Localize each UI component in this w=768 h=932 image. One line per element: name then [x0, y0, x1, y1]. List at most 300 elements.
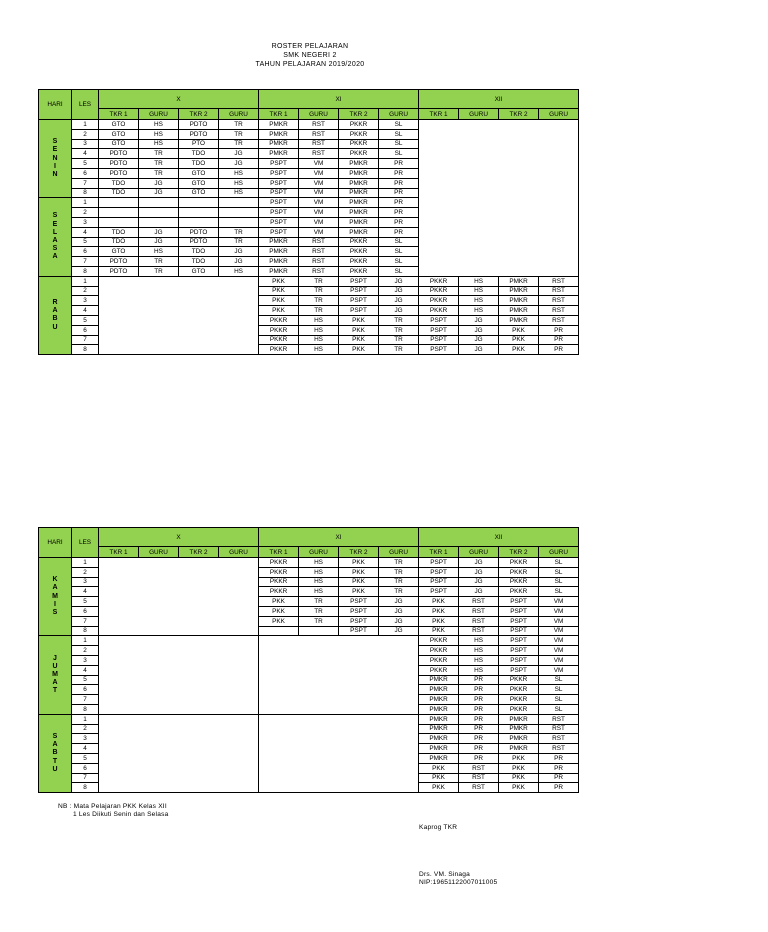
cell-x	[179, 198, 219, 208]
cell-xii: PKK	[419, 597, 459, 607]
cell-xi: PKKR	[339, 149, 379, 159]
cell-xi: PKKR	[259, 345, 299, 355]
cell-xi: SL	[379, 266, 419, 276]
cell-xi: PKK	[259, 306, 299, 316]
cell-xi: HS	[299, 587, 339, 597]
les-number: 6	[72, 763, 99, 773]
les-number: 4	[72, 744, 99, 754]
cell-xii: PMKR	[499, 276, 539, 286]
col-group-xi: XI	[259, 528, 419, 547]
cell-x: TDO	[179, 159, 219, 169]
cell-xi: PKK	[339, 325, 379, 335]
document-header	[200, 42, 420, 69]
cell-xii: PMKR	[419, 685, 459, 695]
cell-xii: PSPT	[419, 587, 459, 597]
col-guru: GURU	[139, 109, 179, 120]
les-number: 7	[72, 335, 99, 345]
cell-xi: PR	[379, 168, 419, 178]
cell-xi: TR	[379, 335, 419, 345]
cell-xii: HS	[459, 306, 499, 316]
les-number: 4	[72, 227, 99, 237]
cell-x: TR	[139, 168, 179, 178]
cell-x: PTO	[179, 139, 219, 149]
cell-xi: PMKR	[339, 208, 379, 218]
header-title: ROSTER PELAJARAN	[271, 43, 349, 50]
empty-x	[99, 558, 259, 636]
col-group-x: X	[99, 90, 259, 109]
col-tkr-1: TKR 1	[259, 109, 299, 120]
cell-xi: PSPT	[259, 159, 299, 169]
cell-xi: PKK	[259, 296, 299, 306]
cell-xi: TR	[299, 306, 339, 316]
cell-xi: PMKR	[339, 227, 379, 237]
les-number: 1	[72, 276, 99, 286]
cell-xii: SL	[539, 558, 579, 568]
cell-x: TDO	[99, 227, 139, 237]
cell-xi: PKKR	[339, 257, 379, 267]
cell-xii: VM	[539, 606, 579, 616]
cell-x: JG	[219, 149, 259, 159]
cell-xii: PKKR	[499, 704, 539, 714]
cell-xii: PMKR	[499, 286, 539, 296]
cell-xii: JG	[459, 315, 499, 325]
col-tkr-2: TKR 2	[499, 109, 539, 120]
cell-xii: PR	[459, 675, 499, 685]
cell-xi: VM	[299, 188, 339, 198]
cell-xii: PMKR	[419, 753, 459, 763]
cell-xi: PKK	[259, 606, 299, 616]
cell-x: GTO	[179, 168, 219, 178]
cell-xii: SL	[539, 695, 579, 705]
cell-xii: PMKR	[419, 724, 459, 734]
cell-xi: VM	[299, 178, 339, 188]
cell-xi: PSPT	[339, 616, 379, 626]
cell-xi: PMKR	[259, 237, 299, 247]
cell-xii: RST	[539, 315, 579, 325]
cell-x: GTO	[179, 266, 219, 276]
col-tkr-2: TKR 2	[499, 547, 539, 558]
les-number: 3	[72, 139, 99, 149]
roster-table-2	[38, 527, 579, 793]
cell-xi: SL	[379, 129, 419, 139]
cell-xi: PMKR	[259, 120, 299, 130]
les-number: 2	[72, 724, 99, 734]
table-row	[39, 120, 579, 130]
cell-xi: PSPT	[259, 168, 299, 178]
cell-xi: PMKR	[259, 266, 299, 276]
header-school: SMK NEGERI 2	[283, 52, 337, 59]
cell-xii: PSPT	[499, 626, 539, 636]
empty-x	[99, 636, 259, 714]
cell-xi: TR	[379, 587, 419, 597]
cell-xii: VM	[539, 616, 579, 626]
cell-x: HS	[219, 188, 259, 198]
cell-x	[179, 208, 219, 218]
cell-xii: HS	[459, 646, 499, 656]
cell-xii: PSPT	[499, 606, 539, 616]
col-hari: HARI	[39, 90, 72, 120]
empty-xii	[419, 120, 579, 277]
cell-xii: PR	[459, 714, 499, 724]
cell-xii: SL	[539, 567, 579, 577]
cell-xi: PMKR	[259, 247, 299, 257]
cell-xii: JG	[459, 577, 499, 587]
cell-xii: PMKR	[419, 675, 459, 685]
cell-xi: PMKR	[259, 139, 299, 149]
cell-xii: SL	[539, 685, 579, 695]
col-tkr-1: TKR 1	[419, 109, 459, 120]
cell-xii: PR	[459, 734, 499, 744]
cell-xi: PMKR	[339, 188, 379, 198]
cell-x: TR	[219, 227, 259, 237]
cell-xi: JG	[379, 626, 419, 636]
cell-xi: HS	[299, 567, 339, 577]
les-number: 4	[72, 587, 99, 597]
cell-x: TR	[139, 257, 179, 267]
cell-x: PDTO	[179, 237, 219, 247]
cell-xi: TR	[299, 606, 339, 616]
cell-x: PDTO	[179, 120, 219, 130]
cell-xi: SL	[379, 120, 419, 130]
cell-xi: PSPT	[259, 217, 299, 227]
les-number: 1	[72, 714, 99, 724]
col-group-x: X	[99, 528, 259, 547]
cell-xi: PKK	[339, 577, 379, 587]
les-number: 8	[72, 783, 99, 793]
cell-xii: RST	[459, 626, 499, 636]
les-number: 7	[72, 695, 99, 705]
cell-x: JG	[139, 178, 179, 188]
cell-xii: PKK	[499, 335, 539, 345]
cell-xi: RST	[299, 120, 339, 130]
cell-xi: VM	[299, 217, 339, 227]
cell-xi: RST	[299, 237, 339, 247]
cell-xi: SL	[379, 139, 419, 149]
cell-xi: SL	[379, 237, 419, 247]
cell-xii: PMKR	[499, 724, 539, 734]
cell-xi: PKKR	[259, 335, 299, 345]
cell-xi: RST	[299, 257, 339, 267]
cell-x	[179, 217, 219, 227]
cell-xi: JG	[379, 296, 419, 306]
cell-x: PDTO	[179, 129, 219, 139]
cell-x: TR	[139, 159, 179, 169]
cell-x: HS	[139, 129, 179, 139]
cell-x: GTO	[179, 188, 219, 198]
cell-xi: PR	[379, 227, 419, 237]
cell-x: HS	[139, 120, 179, 130]
cell-x: TDO	[99, 188, 139, 198]
day-sabtu: S A B T U	[39, 714, 72, 792]
cell-x: GTO	[179, 178, 219, 188]
cell-xi: PKKR	[339, 129, 379, 139]
cell-xi: PR	[379, 198, 419, 208]
cell-xii: PKK	[499, 753, 539, 763]
les-number: 2	[72, 646, 99, 656]
cell-xii: RST	[539, 744, 579, 754]
cell-xi: PKK	[339, 567, 379, 577]
cell-xii: PSPT	[499, 665, 539, 675]
day-senin: S E N I N	[39, 120, 72, 198]
cell-xii: HS	[459, 636, 499, 646]
cell-x: HS	[219, 178, 259, 188]
cell-x: HS	[139, 139, 179, 149]
cell-x: TR	[139, 149, 179, 159]
cell-xii: PKKR	[419, 646, 459, 656]
cell-xii: PKK	[499, 345, 539, 355]
table-row	[39, 558, 579, 568]
cell-x: GTO	[99, 247, 139, 257]
les-number: 3	[72, 577, 99, 587]
cell-xii: PSPT	[419, 567, 459, 577]
cell-x: TDO	[179, 257, 219, 267]
cell-xi: JG	[379, 616, 419, 626]
les-number: 4	[72, 149, 99, 159]
cell-xi: HS	[299, 325, 339, 335]
cell-xii: PKK	[499, 783, 539, 793]
cell-x: TR	[219, 237, 259, 247]
cell-x	[99, 217, 139, 227]
cell-xii: PSPT	[419, 325, 459, 335]
cell-xii: PSPT	[499, 616, 539, 626]
day-selasa: S E L A S A	[39, 198, 72, 276]
les-number: 3	[72, 217, 99, 227]
cell-xi: PSPT	[339, 306, 379, 316]
cell-xii: JG	[459, 558, 499, 568]
cell-xi: PKKR	[259, 558, 299, 568]
cell-xi: PKKR	[259, 325, 299, 335]
col-guru: GURU	[459, 547, 499, 558]
cell-x: JG	[139, 237, 179, 247]
cell-xii: PKKR	[419, 655, 459, 665]
cell-xi: RST	[299, 149, 339, 159]
empty-x	[99, 714, 259, 792]
cell-xi	[299, 626, 339, 636]
col-hari: HARI	[39, 528, 72, 558]
cell-x: TDO	[179, 247, 219, 257]
les-number: 4	[72, 306, 99, 316]
cell-xii: RST	[539, 734, 579, 744]
cell-xii: PR	[539, 335, 579, 345]
cell-xii: JG	[459, 567, 499, 577]
cell-xii: PR	[459, 685, 499, 695]
cell-xi: PKKR	[339, 266, 379, 276]
cell-xii: VM	[539, 597, 579, 607]
cell-xi: PSPT	[339, 626, 379, 636]
les-number: 3	[72, 296, 99, 306]
cell-x: PDTO	[99, 149, 139, 159]
cell-xii: PKKR	[419, 306, 459, 316]
roster-table-1	[38, 89, 579, 355]
cell-x	[219, 217, 259, 227]
cell-xii: PMKR	[419, 744, 459, 754]
les-number: 5	[72, 237, 99, 247]
cell-xii: PMKR	[499, 296, 539, 306]
cell-xii: PMKR	[499, 315, 539, 325]
col-tkr-2: TKR 2	[179, 109, 219, 120]
cell-xi: PSPT	[259, 208, 299, 218]
table-row	[39, 276, 579, 286]
cell-xii: RST	[539, 296, 579, 306]
footnote	[58, 803, 168, 819]
cell-xi: PSPT	[259, 178, 299, 188]
cell-xii: PR	[539, 773, 579, 783]
les-number: 8	[72, 626, 99, 636]
cell-xii: PKKR	[499, 587, 539, 597]
cell-xii: HS	[459, 665, 499, 675]
col-tkr-1: TKR 1	[419, 547, 459, 558]
cell-xi: PKK	[339, 315, 379, 325]
col-guru: GURU	[219, 547, 259, 558]
cell-xi: PKK	[339, 345, 379, 355]
cell-x: PDTO	[179, 227, 219, 237]
cell-xii: VM	[539, 665, 579, 675]
cell-xi: RST	[299, 266, 339, 276]
cell-xi: PSPT	[259, 227, 299, 237]
cell-xii: PKK	[419, 606, 459, 616]
cell-xii: RST	[539, 276, 579, 286]
cell-xi: PR	[379, 188, 419, 198]
cell-xii: PSPT	[499, 597, 539, 607]
cell-xii: PR	[539, 345, 579, 355]
col-les: LES	[72, 90, 99, 120]
cell-x: TR	[219, 129, 259, 139]
cell-xi: PMKR	[339, 198, 379, 208]
cell-xii: HS	[459, 296, 499, 306]
subheader-row	[39, 547, 579, 558]
col-group-xii: XII	[419, 90, 579, 109]
cell-x	[139, 208, 179, 218]
cell-xii: JG	[459, 325, 499, 335]
header-year: TAHUN PELAJARAN 2019/2020	[255, 61, 365, 68]
cell-xi: TR	[299, 597, 339, 607]
cell-xii: PSPT	[419, 315, 459, 325]
les-number: 7	[72, 257, 99, 267]
cell-xii: PKK	[419, 763, 459, 773]
cell-xii: PKKR	[419, 286, 459, 296]
les-number: 6	[72, 606, 99, 616]
col-guru: GURU	[299, 547, 339, 558]
cell-xii: PSPT	[419, 335, 459, 345]
cell-xii: PSPT	[419, 558, 459, 568]
col-tkr-1: TKR 1	[99, 547, 139, 558]
cell-x: TDO	[179, 149, 219, 159]
les-number: 5	[72, 597, 99, 607]
cell-xi: HS	[299, 345, 339, 355]
cell-xii: PKKR	[419, 636, 459, 646]
col-tkr-2: TKR 2	[339, 547, 379, 558]
cell-xii: PSPT	[419, 345, 459, 355]
cell-x: HS	[139, 247, 179, 257]
cell-xi: VM	[299, 227, 339, 237]
cell-xi: HS	[299, 577, 339, 587]
cell-x: JG	[139, 188, 179, 198]
les-number: 6	[72, 247, 99, 257]
les-number: 1	[72, 636, 99, 646]
cell-xi: PKK	[259, 286, 299, 296]
footnote-line-2: 1 Les Diikuti Senin dan Selasa	[73, 811, 169, 818]
cell-xi: PR	[379, 178, 419, 188]
cell-xi: JG	[379, 306, 419, 316]
cell-xii: PSPT	[499, 636, 539, 646]
cell-xii: JG	[459, 587, 499, 597]
signature-name: Drs. VM. Sinaga	[419, 871, 471, 878]
cell-xii: PR	[539, 763, 579, 773]
cell-xi: PSPT	[339, 276, 379, 286]
cell-xii: PKKR	[499, 695, 539, 705]
cell-xii: PR	[539, 783, 579, 793]
cell-xi: PR	[379, 217, 419, 227]
les-number: 8	[72, 266, 99, 276]
cell-x: PDTO	[99, 257, 139, 267]
cell-xii: HS	[459, 655, 499, 665]
cell-x: HS	[219, 168, 259, 178]
signature-nip: NIP:19651122007011005	[419, 879, 498, 886]
cell-xii: SL	[539, 577, 579, 587]
les-number: 2	[72, 286, 99, 296]
cell-xi: PKKR	[339, 247, 379, 257]
cell-xi: PKKR	[339, 139, 379, 149]
cell-xii: PMKR	[499, 734, 539, 744]
cell-xii: RST	[459, 763, 499, 773]
cell-xi: TR	[379, 345, 419, 355]
cell-xii: PR	[459, 753, 499, 763]
cell-xii: PMKR	[499, 744, 539, 754]
les-number: 1	[72, 198, 99, 208]
col-tkr-2: TKR 2	[179, 547, 219, 558]
cell-xii: PR	[459, 744, 499, 754]
cell-xii: PSPT	[419, 577, 459, 587]
cell-xi: PKK	[259, 276, 299, 286]
cell-xii: RST	[459, 597, 499, 607]
col-tkr-1: TKR 1	[99, 109, 139, 120]
cell-xii: RST	[539, 724, 579, 734]
les-number: 3	[72, 734, 99, 744]
col-guru: GURU	[299, 109, 339, 120]
cell-xi: PKKR	[339, 120, 379, 130]
cell-xii: PKK	[419, 773, 459, 783]
cell-x: JG	[219, 247, 259, 257]
cell-xi: SL	[379, 149, 419, 159]
les-number: 5	[72, 159, 99, 169]
cell-xii: PKK	[419, 783, 459, 793]
cell-xii: PKKR	[499, 558, 539, 568]
day-rabu: R A B U	[39, 276, 72, 354]
cell-x: TR	[219, 120, 259, 130]
cell-xi: PKKR	[259, 577, 299, 587]
cell-x: TR	[219, 139, 259, 149]
cell-xi: PSPT	[339, 286, 379, 296]
cell-xi: PKKR	[259, 567, 299, 577]
cell-xi: TR	[299, 286, 339, 296]
les-number: 2	[72, 208, 99, 218]
cell-xii: PKK	[499, 325, 539, 335]
cell-xi: HS	[299, 558, 339, 568]
cell-xii: VM	[539, 646, 579, 656]
cell-x: HS	[219, 266, 259, 276]
cell-xi: RST	[299, 139, 339, 149]
cell-x: GTO	[99, 129, 139, 139]
col-les: LES	[72, 528, 99, 558]
cell-xii: PR	[539, 325, 579, 335]
cell-xi: JG	[379, 286, 419, 296]
cell-x	[219, 198, 259, 208]
cell-xii: RST	[459, 783, 499, 793]
cell-xii: RST	[459, 606, 499, 616]
les-number: 7	[72, 178, 99, 188]
cell-xii: PKKR	[499, 577, 539, 587]
cell-xi: PMKR	[339, 168, 379, 178]
